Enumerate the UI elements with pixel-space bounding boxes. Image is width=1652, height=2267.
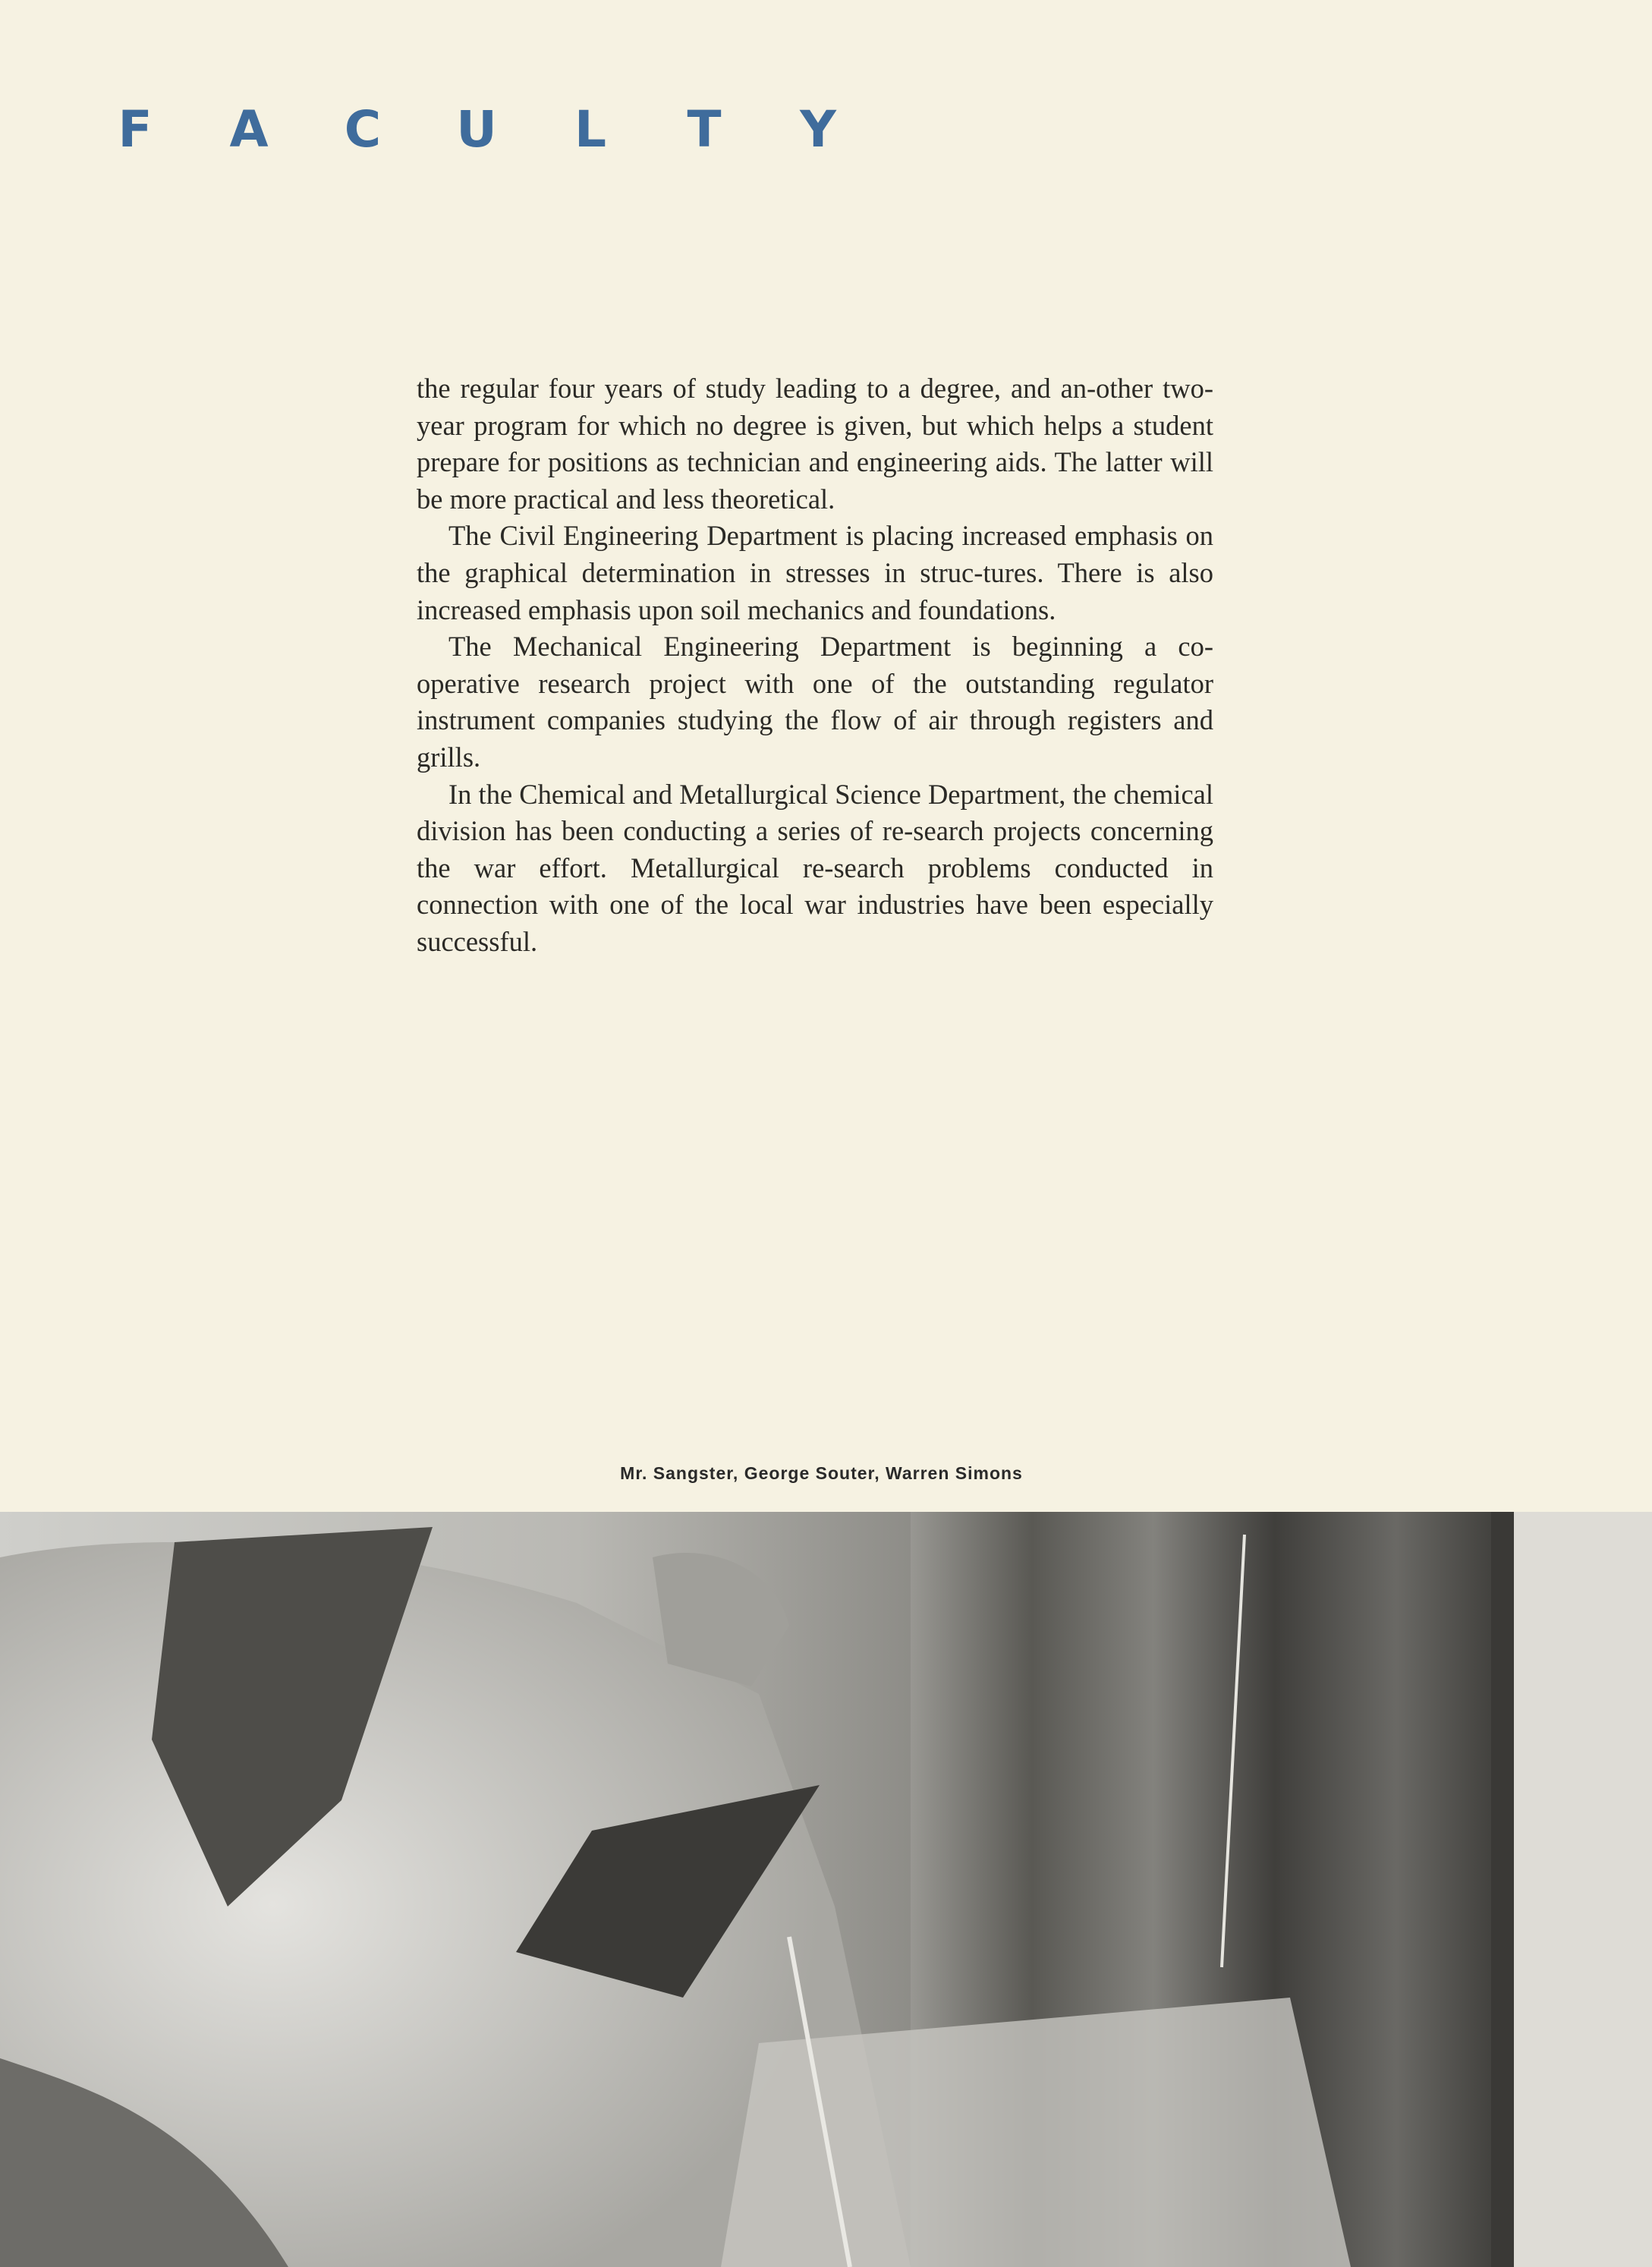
paragraph: The Mechanical Engineering Department is beginning a co‐operative research project with one of the outstanding regulator instrument companies studying the flow of air through registers and grills. [417, 631, 1213, 773]
welding-photo [0, 1512, 1652, 2267]
welding-photo-image [0, 1512, 1652, 2267]
heading-letter: T [687, 99, 722, 159]
heading-letter: U [456, 99, 497, 159]
heading-letter: Y [800, 99, 836, 159]
heading-letter: C [344, 99, 382, 159]
heading-letter: A [229, 99, 269, 159]
heading-letter: L [574, 99, 607, 159]
body-text [417, 370, 1213, 961]
paragraph: The Civil Engineering Department is placing increased emphasis on the graphical determination in stresses in struc‐tures. There is also increased emphasis upon soil mechanics and foundations. [417, 520, 1213, 625]
photo-caption [0, 1463, 1652, 1484]
page-heading [112, 99, 841, 159]
paragraph: In the Chemical and Metallurgical Science Department, the chemical division has been conducting a series of re‐search projects concerning the war effort. Metallurgical re‐search problems conducted in connection with one of the local war industries have been especially successful. [417, 778, 1213, 957]
paragraph: the regular four years of study leading to a degree, and an‐other two‐year program for which no degree is given, but which helps a student prepare for positions as technician and engineering aids. The latter will be more practical and less theoretical. [417, 373, 1213, 515]
caption-text: Mr. Sangster, George Souter, Warren Simons [620, 1463, 1023, 1483]
heading-letter: F [118, 99, 153, 159]
